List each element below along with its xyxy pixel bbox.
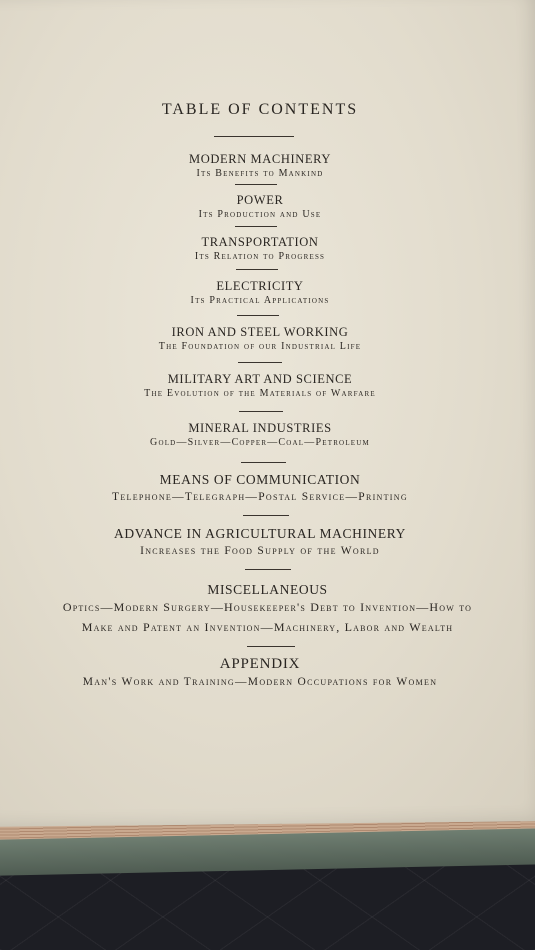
- divider: [237, 315, 279, 316]
- toc-entry-transportation: [0, 235, 520, 264]
- entry-subtitle-line1: Optics—Modern Surgery—Housekeeper's Debt to Invention—How to: [62, 600, 473, 614]
- divider: [236, 269, 278, 270]
- toc-entry-mineral: [0, 421, 520, 450]
- divider: [235, 184, 277, 185]
- toc-entry-military: [0, 372, 520, 401]
- entry-title: MISCELLANEOUS: [207, 582, 328, 597]
- entry-title: ADVANCE IN AGRICULTURAL MACHINERY: [114, 526, 406, 541]
- entry-title: IRON AND STEEL WORKING: [171, 325, 349, 339]
- entry-subtitle: The Evolution of the Materials of Warfare: [144, 388, 376, 399]
- toc-entry-modern-machinery: [0, 152, 520, 181]
- entry-title: ELECTRICITY: [216, 279, 304, 293]
- entry-title: APPENDIX: [219, 656, 301, 672]
- entry-title: TRANSPORTATION: [201, 235, 319, 249]
- toc-entry-iron-steel: [0, 325, 520, 354]
- entry-title: MILITARY ART AND SCIENCE: [167, 372, 353, 386]
- entry-subtitle: Its Practical Applications: [190, 295, 330, 306]
- title-rule: [214, 136, 294, 137]
- divider: [247, 646, 295, 647]
- entry-subtitle: Gold—Silver—Copper—Coal—Petroleum: [150, 437, 370, 448]
- entry-subtitle: Telephone—Telegraph—Postal Service—Printing: [112, 491, 408, 503]
- toc-entry-agricultural: [0, 526, 520, 561]
- entry-title: MODERN MACHINERY: [189, 152, 331, 166]
- entry-subtitle: The Foundation of our Industrial Life: [158, 341, 362, 352]
- toc-entry-communication: [0, 472, 520, 507]
- divider: [245, 569, 291, 570]
- divider: [241, 462, 286, 463]
- toc-entry-miscellaneous: [0, 582, 535, 637]
- entry-title: MEANS OF COMMUNICATION: [159, 472, 361, 487]
- toc-entry-appendix: [0, 657, 520, 692]
- entry-title: POWER: [236, 193, 284, 207]
- divider: [243, 515, 289, 516]
- divider: [239, 411, 283, 412]
- entry-subtitle: Its Benefits to Mankind: [196, 168, 324, 179]
- entry-subtitle: Its Relation to Progress: [194, 251, 326, 262]
- divider: [235, 226, 277, 227]
- entry-title: MINERAL INDUSTRIES: [188, 421, 332, 435]
- entry-subtitle-line2: Make and Patent an Invention—Machinery, Labor and Wealth: [81, 620, 454, 634]
- entry-subtitle: Its Production and Use: [198, 209, 322, 220]
- toc-entry-electricity: [0, 279, 520, 308]
- entry-subtitle: Increases the Food Supply of the World: [140, 545, 380, 557]
- toc-heading: TABLE OF CONTENTS: [161, 101, 359, 118]
- toc-entry-power: [0, 193, 520, 222]
- entry-subtitle: Man's Work and Training—Modern Occupations for Women: [82, 676, 438, 688]
- divider: [238, 362, 282, 363]
